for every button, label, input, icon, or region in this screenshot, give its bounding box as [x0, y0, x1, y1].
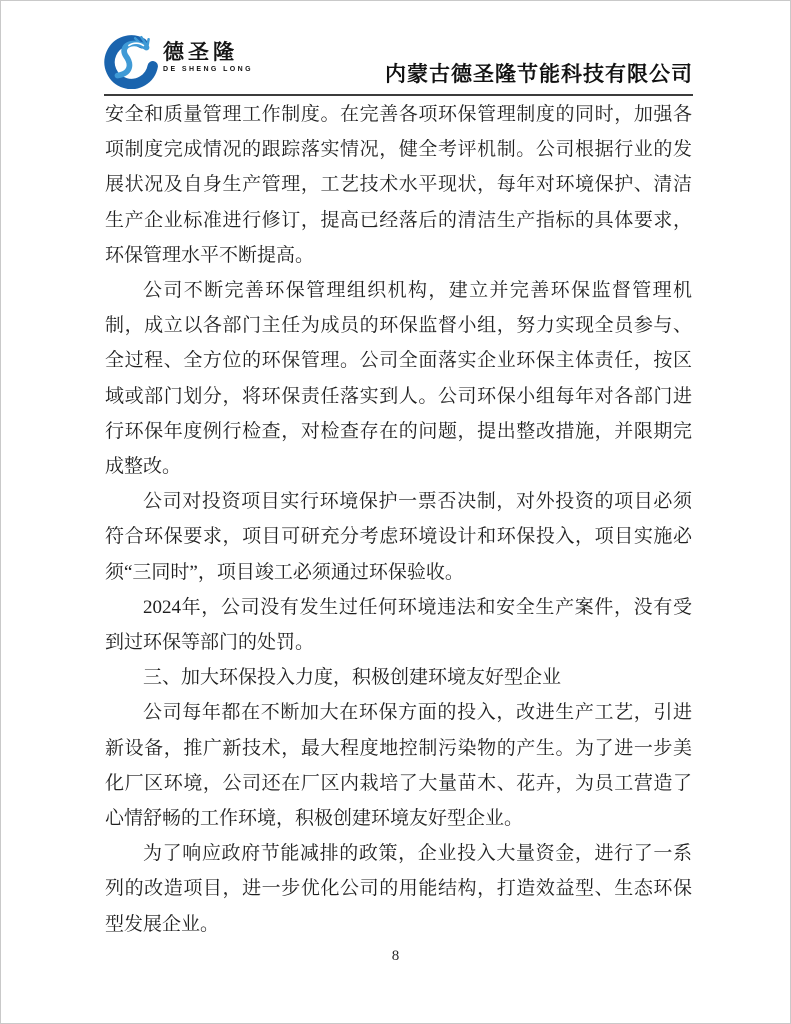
logo-name-cn: 德圣隆 [163, 40, 238, 64]
company-logo [104, 31, 253, 89]
company-name-title: 内蒙古德圣隆节能科技有限公司 [385, 62, 693, 86]
paragraph: 公司不断完善环保管理组织机构，建立并完善环保监督管理机制，成立以各部门主任为成员的环保监督小组，努力实现全员参与、全过程、全方位的环保管理。公司全面落实企业环保主体责任，按区域或部门划分，将环保责任落实到人。公司环保小组每年对各部门进行环保年度例行检查，对检查存在的问题，提出整改措施，并限期完成整改。 [105, 280, 692, 478]
paragraph: 为了响应政府节能减排的政策，企业投入大量资金，进行了一系列的改造项目，进一步优化公司的用能结构，打造效益型、生态环保型发展企业。 [105, 843, 692, 935]
logo-name-en: DE SHENG LONG [163, 65, 253, 73]
dragon-s-logo-icon [104, 31, 160, 89]
paragraph: 公司每年都在不断加大在环保方面的投入，改进生产工艺，引进新设备，推广新技术，最大程度地控制污染物的产生。为了进一步美化厂区环境，公司还在厂区内栽培了大量苗木、花卉，为员工营造了心情舒畅的工作环境，积极创建环境友好型企业。 [105, 702, 692, 830]
paragraph: 安全和质量管理工作制度。在完善各项环保管理制度的同时，加强各项制度完成情况的跟踪落实情况，健全考评机制。公司根据行业的发展状况及自身生产管理，工艺技术水平现状，每年对环境保护、清洁生产企业标准进行修订，提高已经落后的清洁生产指标的具体要求，环保管理水平不断提高。 [105, 104, 692, 266]
paragraph: 公司对投资项目实行环境保护一票否决制，对外投资的项目必须符合环保要求，项目可研充分考虑环境设计和环保投入，项目实施必须“三同时”，项目竣工必须通过环保验收。 [105, 491, 692, 583]
page-header [104, 31, 693, 96]
page-number: 8 [391, 948, 400, 964]
logo-wordmark [163, 42, 253, 73]
document-body [105, 97, 692, 942]
paragraph: 2024年，公司没有发生过任何环境违法和安全生产案件，没有受到过环保等部门的处罚。 [105, 596, 692, 654]
section-heading: 三、加大环保投入力度，积极创建环境友好型企业 [143, 667, 562, 689]
